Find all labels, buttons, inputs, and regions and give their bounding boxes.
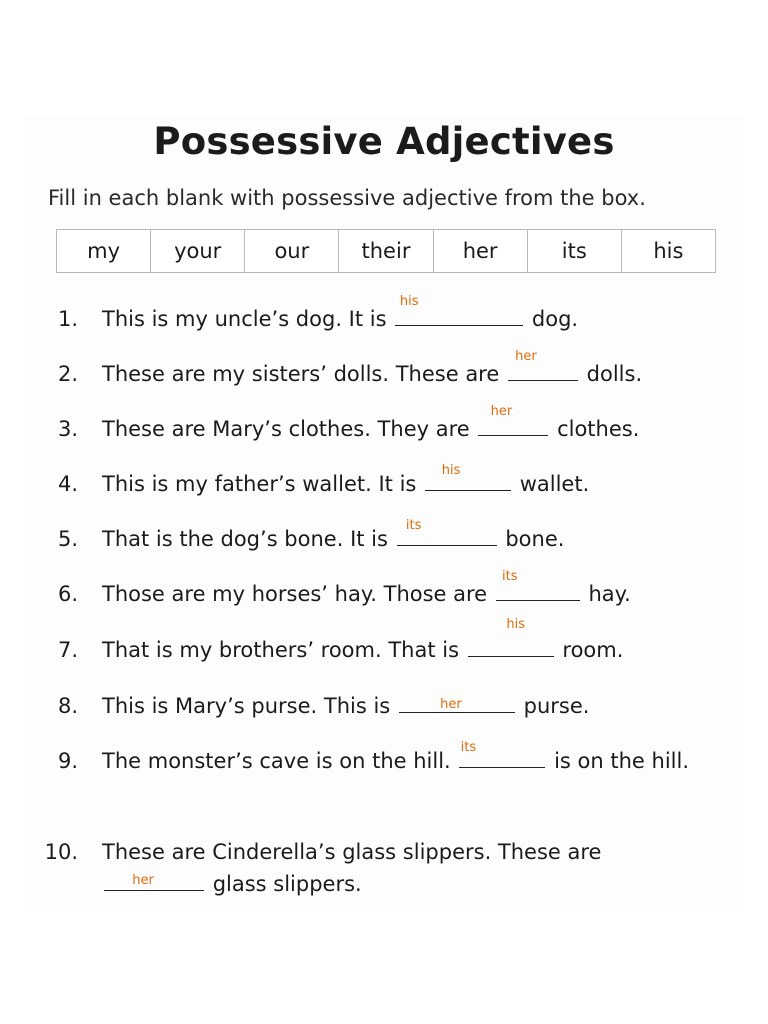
question-number: 3. <box>57 417 78 441</box>
page-title: Possessive Adjectives <box>153 120 615 163</box>
word-box-cell: your <box>151 230 245 272</box>
question-text: That is the dog’s bone. It is <box>102 527 388 551</box>
question-number: 7. <box>57 638 78 662</box>
question-text: That is my brothers’ room. That is <box>102 638 460 662</box>
word-box-cell: his <box>653 239 684 263</box>
question-number: 9. <box>57 749 78 773</box>
question-text: Those are my horses’ hay. Those are <box>102 582 488 606</box>
question-text-end: wallet. <box>519 472 590 496</box>
answer-text: his <box>441 463 461 478</box>
question-text-end: purse. <box>523 694 590 718</box>
question-text: These are Cinderella’s glass slippers. These are <box>102 840 602 864</box>
answer-blank[interactable] <box>478 404 548 436</box>
question-text-end: clothes. <box>557 417 640 441</box>
answer-blank[interactable] <box>425 463 511 491</box>
question-text: The monster’s cave is on the hill. <box>102 749 451 773</box>
answer-text: its <box>405 518 422 533</box>
word-box-cell: its <box>528 230 622 272</box>
question-number: 10. <box>44 840 78 864</box>
answer-blank[interactable] <box>395 294 523 326</box>
word-box-cell: her <box>434 230 528 272</box>
word-box-cell: their <box>339 230 433 272</box>
answer-blank[interactable] <box>468 617 554 657</box>
answer-blank[interactable] <box>397 518 497 546</box>
answer-text: its <box>460 740 477 755</box>
word-box-cell: our <box>245 230 339 272</box>
answer-text: his <box>399 294 419 309</box>
question-text-end: room. <box>562 638 624 662</box>
question-text: This is Mary’s purse. This is <box>102 694 391 718</box>
question-text: These are my sisters’ dolls. These are <box>102 362 500 386</box>
answer-blank[interactable] <box>508 349 578 381</box>
instruction-text: Fill in each blank with possessive adjective from the box. <box>48 186 646 210</box>
question-text-end: bone. <box>505 527 565 551</box>
question-text-end: hay. <box>588 582 631 606</box>
question-text: These are Mary’s clothes. They are <box>102 417 470 441</box>
answer-blank[interactable] <box>496 569 580 601</box>
question-number: 4. <box>57 472 78 496</box>
question-text-end: dolls. <box>586 362 643 386</box>
answer-blank[interactable] <box>459 740 545 768</box>
word-box <box>56 229 716 273</box>
question-number: 8. <box>57 694 78 718</box>
question-number: 5. <box>57 527 78 551</box>
answer-blank[interactable] <box>399 692 515 713</box>
answer-text: her <box>515 349 537 364</box>
question-text: This is my uncle’s dog. It is <box>102 307 387 331</box>
question-text-end: dog. <box>531 307 579 331</box>
answer-text: her <box>490 404 513 419</box>
question-text: This is my father’s wallet. It is <box>102 472 417 496</box>
answer-text: her <box>440 697 462 712</box>
word-box-cell: my <box>57 230 151 272</box>
question-text-end: is on the hill. <box>554 749 690 773</box>
question-number: 1. <box>57 307 78 331</box>
answer-blank[interactable] <box>104 870 204 891</box>
question-text-end: glass slippers. <box>212 872 362 896</box>
question-number: 2. <box>57 362 78 386</box>
question-number: 6. <box>57 582 78 606</box>
answer-text: his <box>506 617 526 632</box>
answer-text: her <box>132 873 154 888</box>
answer-text: its <box>502 569 518 584</box>
